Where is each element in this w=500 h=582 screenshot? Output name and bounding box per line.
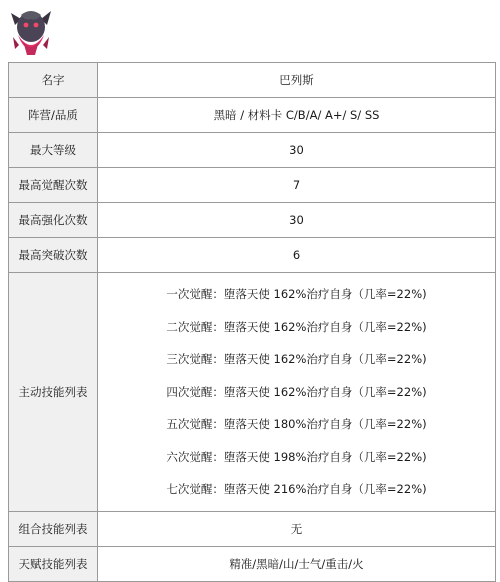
row-value: 无	[98, 511, 496, 546]
row-value: 6	[98, 238, 496, 273]
row-value: 黑暗 / 材料卡 C/B/A/ A+/ S/ SS	[98, 98, 496, 133]
skill-item: 四次觉醒：堕落天使 162%治疗自身（几率=22%)	[166, 384, 427, 399]
row-label: 天赋技能列表	[9, 546, 98, 581]
skill-item: 五次觉醒：堕落天使 180%治疗自身（几率=22%)	[166, 417, 427, 431]
row-talent-skills	[9, 546, 496, 581]
skill-item: 七次觉醒：堕落天使 216%治疗自身（几率=22%)	[166, 482, 427, 496]
skill-item: 一次觉醒：堕落天使 162%治疗自身（几率=22%)	[166, 287, 427, 301]
row-name	[9, 63, 496, 98]
row-max-enhance	[9, 203, 496, 238]
row-value: 精准/黑暗/山/士气/重击/火	[98, 546, 496, 581]
row-max-awaken	[9, 168, 496, 203]
character-info-table	[8, 62, 496, 582]
row-value: 30	[98, 133, 496, 168]
row-value: 巴列斯	[98, 63, 496, 98]
row-label: 名字	[9, 63, 98, 98]
row-value: 30	[98, 203, 496, 238]
row-label: 最大等级	[9, 133, 98, 168]
row-active-skills	[9, 273, 496, 512]
skill-item: 二次觉醒：堕落天使 162%治疗自身（几率=22%)	[166, 319, 427, 334]
row-label: 最高强化次数	[9, 203, 98, 238]
row-max-level	[9, 133, 496, 168]
row-label: 组合技能列表	[9, 511, 98, 546]
row-value: 7	[98, 168, 496, 203]
active-skills-list	[98, 273, 496, 512]
row-combo-skills	[9, 511, 496, 546]
row-max-breakthrough	[9, 238, 496, 273]
row-label: 最高觉醒次数	[9, 168, 98, 203]
row-label: 主动技能列表	[9, 273, 98, 512]
row-label: 最高突破次数	[9, 238, 98, 273]
skill-item: 六次觉醒：堕落天使 198%治疗自身（几率=22%)	[166, 449, 427, 464]
skill-item: 三次觉醒：堕落天使 162%治疗自身（几率=22%)	[166, 352, 427, 366]
row-faction-quality	[9, 98, 496, 133]
character-avatar	[9, 5, 53, 57]
row-label: 阵营/品质	[9, 98, 98, 133]
